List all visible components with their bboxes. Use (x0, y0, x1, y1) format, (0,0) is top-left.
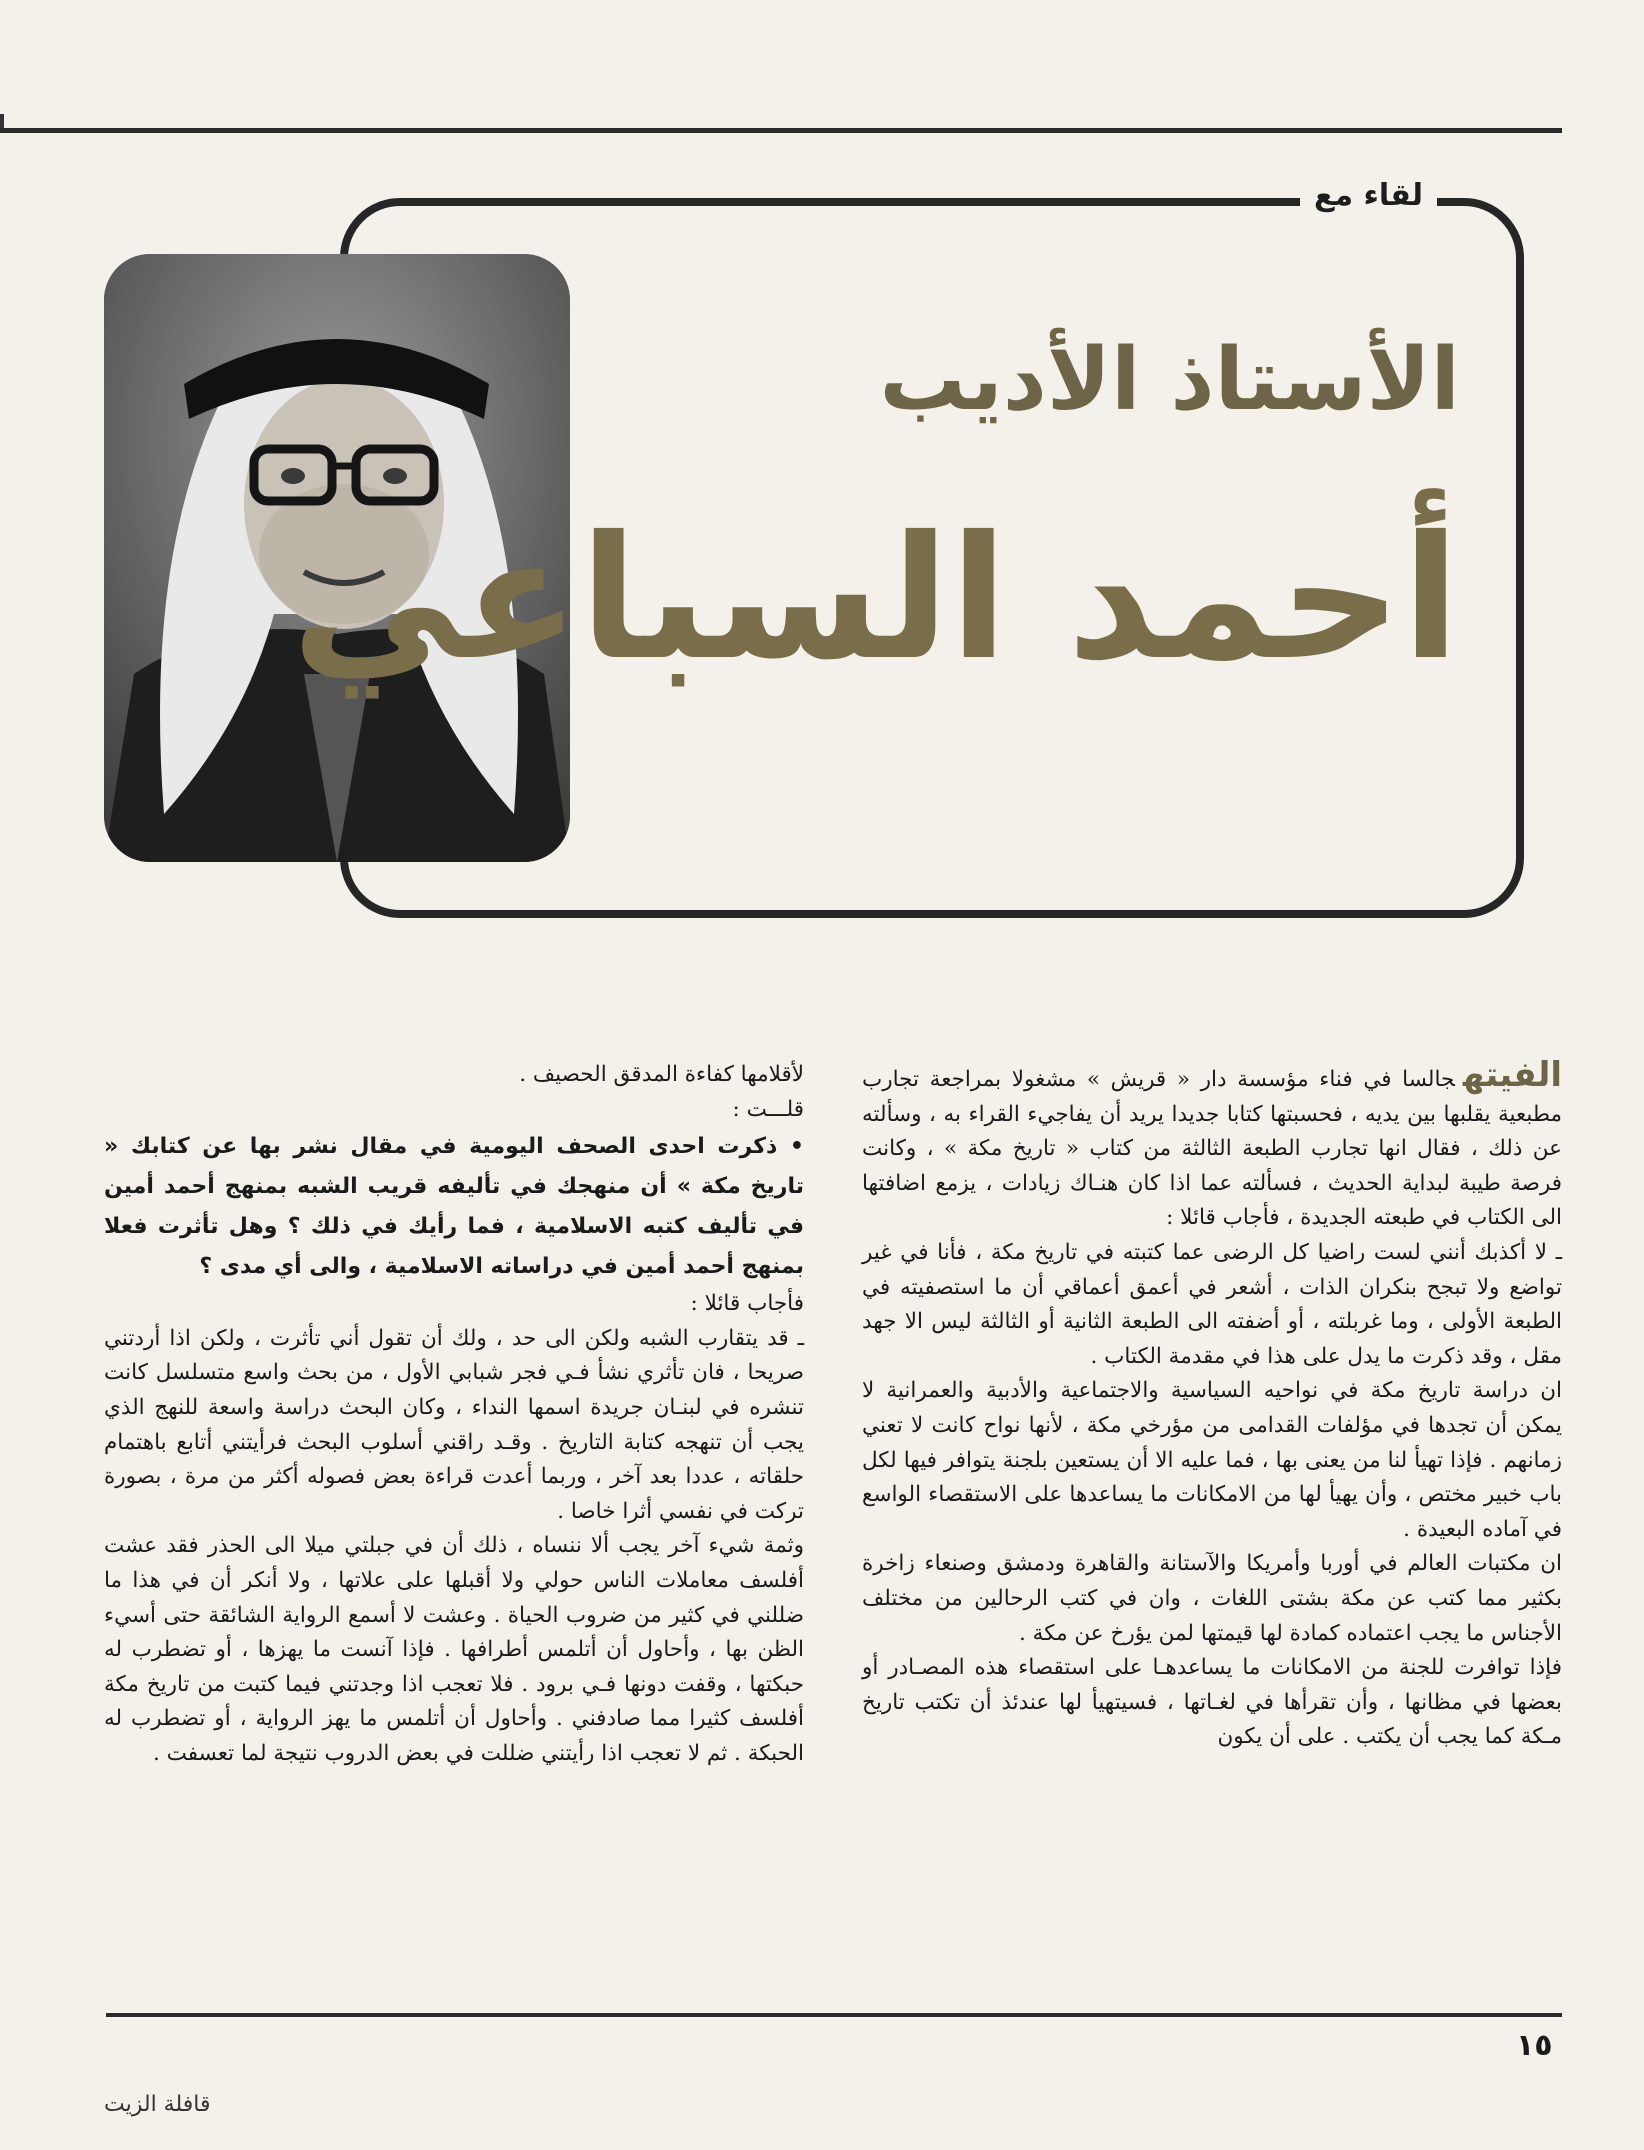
margin-mark (0, 114, 4, 128)
paragraph (862, 1055, 1562, 1236)
section-label: لقاء مع (1300, 178, 1437, 213)
paragraph: فإذا توافرت للجنة من الامكانات ما يساعدهـا على استقصاء هذه المصـادر أو بعضها في مظانها ، وأن تقرأها في لغـاتها ، فسيتهيأ لها عندئذ أن تكتب تاريخ مـكة كما يجب أن يكتب . على أن يكون (862, 1655, 1562, 1750)
lead-word: الفيته (1462, 1055, 1562, 1095)
paragraph: ان مكتبات العالم في أوربا وأمريكا والآستانة والقاهرة ودمشق وصنعاء زاخرة بكثير مما كتب عن مكة بشتى اللغات ، وان في كتب الرحالين من مختلف الأجناس ما يجب اعتماده كمادة لها قيمتها لمن يؤرخ عن مكة . (862, 1551, 1562, 1646)
magazine-name: قافلة الزيت (104, 2092, 211, 2117)
paragraph: لأقلامها كفاءة المدقق الحصيف . (519, 1062, 804, 1087)
paragraph: ـ لا أكذبك أنني لست راضيا كل الرضى عما كتبته في تاريخ مكة ، فأنا في غير تواضع ولا تبجح بنكران الذات ، أشعر في أعمق أعماقي أن ما استصفيته في الطبعة الأولى ، وما غربلته ، أو أضفته الى الطبعة الثانية أو الثالثة ليس الا جهد مقل ، وقد ذكرت ما يدل على هذا في مقدمة الكتاب . (862, 1239, 1562, 1369)
paragraph: فأجاب قائلا : (690, 1291, 804, 1317)
top-rule (0, 128, 1562, 133)
paragraph: ـ قد يتقارب الشبه ولكن الى حد ، ولك أن تقول أني تأثرت ، ولكن اذا أردتني صريحا ، فان تأثري نشأ فـي فجر شبابي الأول ، من بحث واسع متسلسل كانت تنشره في لبنـان جريدة اسمها النداء ، وكان البحث دراسة واسعة للنهج الذي يجب أن تنهجه كتابة التاريخ . وقـد راقني أسلوب البحث فرأيتني أتابع باهتمام حلقاته ، عددا بعد آخر ، وربما أعدت قراءة بعض فصوله أكثر من مرة ، بصورة تركت في نفسي أثرا خاصا . (104, 1325, 804, 1524)
paragraph-text: جالسا في فناء مؤسسة دار « قريش » مشغولا بمراجعة تجارب مطبعية يقلبها بين يديه ، فحسبتها كتابا جديدا يريد أن يفاجيء القراء به ، وسألته عن ذلك ، فقال انها تجارب الطبعة الثالثة من كتاب « تاريخ مكة » ، وكانت فرصة طيبة لبداية الحديث ، فسألته عما اذا كان هنـاك زيادات ، يزمع اضافتها الى الكتاب في طبعته الجديدة ، فأجاب قائلا : (862, 1067, 1562, 1231)
article-column-right (862, 1055, 1562, 1755)
paragraph: ان دراسة تاريخ مكة في نواحيه السياسية والاجتماعية والأدبية والعمرانية لا يمكن أن تجدها في مؤلفات القدامى من مؤرخي مكة ، لأنها نواح كانت لا تعني زمانهم . فإذا تهيأ لنا من يعنى بها ، فما عليه الا أن يستعين بلجنة يتوافر فيها لكل باب خبير مختص ، وأن يهيأ لها من الامكانات ما يساعدها على الاستقصاء الواسع في آماده البعيدة . (862, 1378, 1562, 1542)
question-paragraph: • ذكرت احدى الصحف اليومية في مقال نشر بها عن كتابك « تاريخ مكة » أن منهجك في تأليفه قريب الشبه بمنهج أحمد أمين في تأليف كتبه الاسلامية ، فما رأيك في ذلك ؟ وهل تأثرت فعلا بمنهج أحمد أمين في دراساته الاسلامية ، والى أي مدى ؟ (104, 1134, 804, 1280)
article-column-left (104, 1058, 804, 1772)
title-line-1: الأستاذ الأديب (879, 330, 1460, 430)
paragraph: قلـــت : (732, 1096, 804, 1122)
title-line-2: أحمد السباعي (291, 500, 1460, 698)
paragraph: وثمة شيء آخر يجب ألا ننساه ، ذلك أن في جبلتي ميلا الى الحذر فقد عشت أفلسف معاملات الناس حولي ولا أقبلها على علاتها ، ولا أنكر أن في هذا ما ضللني في كثير من ضروب الحياة . وعشت لا أسمع الرواية الشائقة حتى أسيء الظن بها ، وأحاول أن أتلمس أطرافها . فإذا آنست ما يهزها ، أو تضطرب له حبكتها ، وقفت دونها فـي برود . فلا تعجب اذا وجدتني فيما كتبت من تاريخ مكة أفلسف كثيرا مما صادفني . وأحاول أن أتلمس ما يهز الرواية ، أو تضطرب له الحبكة . ثم لا تعجب اذا رأيتني ضللت في بعض الدروب نتيجة لما تعسفت . (104, 1533, 804, 1766)
page-number: ١٥ (1516, 2028, 1553, 2063)
bottom-rule (106, 2013, 1562, 2017)
